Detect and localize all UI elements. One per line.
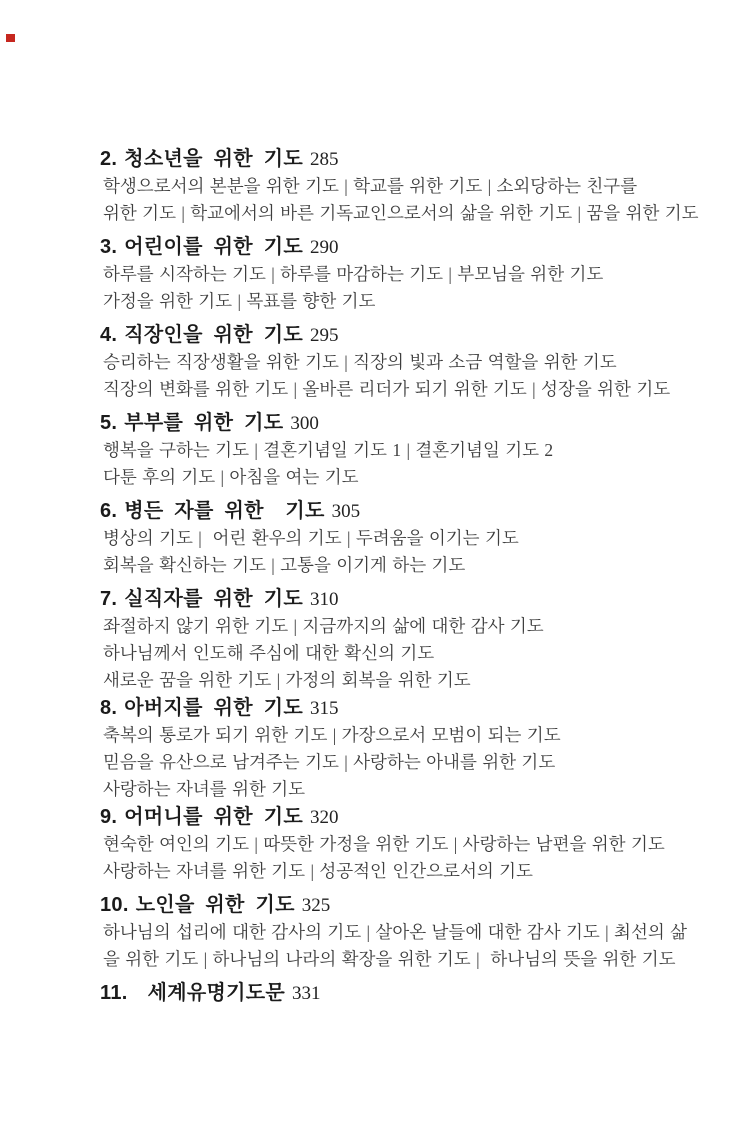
section-number: 11. xyxy=(100,982,128,1004)
section-page-number: 285 xyxy=(309,149,339,170)
section-number: 10. xyxy=(100,894,129,916)
section-title: 직장인을 위한 기도 xyxy=(124,324,303,346)
section-page-number: 300 xyxy=(290,413,319,434)
toc-line: 하나님께서 인도해 주심에 대한 확신의 기도 xyxy=(103,643,435,663)
toc-line: 행복을 구하는 기도 | 결혼기념일 기도 1 | 결혼기념일 기도 2 xyxy=(103,440,554,460)
section-heading xyxy=(100,980,704,1007)
toc-line: 하나님의 섭리에 대한 감사의 기도 | 살아온 날들에 대한 감사 기도 | 최선의 삶 xyxy=(103,922,688,942)
section-page-number: 310 xyxy=(309,589,339,610)
section-number: 4. xyxy=(100,324,118,346)
toc-line: 하루를 시작하는 기도 | 하루를 마감하는 기도 | 부모님을 위한 기도 xyxy=(103,264,604,284)
section-number: 7. xyxy=(100,588,118,610)
toc-line: 다툰 후의 기도 | 아침을 여는 기도 xyxy=(103,467,359,487)
section-page-number: 295 xyxy=(309,325,339,346)
toc-line: 현숙한 여인의 기도 | 따뜻한 가정을 위한 기도 | 사랑하는 남편을 위한 기도 xyxy=(103,834,665,854)
section-title: 아버지를 위한 기도 xyxy=(124,697,303,719)
toc-section-2 xyxy=(100,146,704,227)
red-mark xyxy=(6,34,15,42)
toc-section-11 xyxy=(100,980,704,1007)
section-number: 5. xyxy=(100,412,118,434)
section-heading xyxy=(100,892,704,919)
section-page-number: 320 xyxy=(309,807,339,828)
section-heading xyxy=(100,146,704,173)
toc-line: 회복을 확신하는 기도 | 고통을 이기게 하는 기도 xyxy=(103,555,466,575)
toc-line: 직장의 변화를 위한 기도 | 올바른 리더가 되기 위한 기도 | 성장을 위한 기도 xyxy=(103,379,671,399)
toc-line: 축복의 통로가 되기 위한 기도 | 가장으로서 모범이 되는 기도 xyxy=(103,725,561,745)
section-number: 6. xyxy=(100,500,118,522)
toc-line: 위한 기도 | 학교에서의 바른 기독교인으로서의 삶을 위한 기도 | 꿈을 위한 기도 xyxy=(103,203,699,223)
section-title: 병든 자를 위한 기도 xyxy=(124,500,325,522)
section-title: 청소년을 위한 기도 xyxy=(124,148,303,170)
section-number: 2. xyxy=(100,148,118,170)
toc-line: 승리하는 직장생활을 위한 기도 | 직장의 빛과 소금 역할을 위한 기도 xyxy=(103,352,617,372)
section-page-number: 325 xyxy=(301,895,331,916)
section-page-number: 315 xyxy=(309,698,339,719)
section-page-number: 331 xyxy=(291,983,321,1004)
toc-line: 사랑하는 자녀를 위한 기도 | 성공적인 인간으로서의 기도 xyxy=(103,861,533,881)
section-heading xyxy=(100,695,704,722)
section-title: 실직자를 위한 기도 xyxy=(124,588,303,610)
section-title: 어머니를 위한 기도 xyxy=(124,806,303,828)
toc-section-3 xyxy=(100,234,704,315)
section-heading xyxy=(100,410,704,437)
toc-line: 학생으로서의 본분을 위한 기도 | 학교를 위한 기도 | 소외당하는 친구를 xyxy=(103,176,638,196)
toc-section-7 xyxy=(100,586,704,694)
section-heading xyxy=(100,804,704,831)
section-number: 8. xyxy=(100,697,118,719)
section-title: 세계유명기도문 xyxy=(147,982,285,1004)
toc-section-6 xyxy=(100,498,704,579)
section-heading xyxy=(100,322,704,349)
toc-section-10 xyxy=(100,892,704,973)
section-page-number: 305 xyxy=(331,501,361,522)
toc-line: 좌절하지 않기 위한 기도 | 지금까지의 삶에 대한 감사 기도 xyxy=(103,616,544,636)
toc-line: 새로운 꿈을 위한 기도 | 가정의 회복을 위한 기도 xyxy=(103,670,471,690)
toc-line: 믿음을 유산으로 남겨주는 기도 | 사랑하는 아내를 위한 기도 xyxy=(103,752,556,772)
section-page-number: 290 xyxy=(309,237,339,258)
section-number: 9. xyxy=(100,806,118,828)
section-title: 어린이를 위한 기도 xyxy=(124,236,303,258)
toc-section-5 xyxy=(100,410,704,491)
toc-line: 을 위한 기도 | 하나님의 나라의 확장을 위한 기도 | 하나님의 뜻을 위한 기도 xyxy=(103,949,676,969)
section-heading xyxy=(100,234,704,261)
section-title: 노인을 위한 기도 xyxy=(135,894,295,916)
toc-section-4 xyxy=(100,322,704,403)
toc-line: 병상의 기도 | 어린 환우의 기도 | 두려움을 이기는 기도 xyxy=(103,528,519,548)
section-title: 부부를 위한 기도 xyxy=(124,412,284,434)
section-heading xyxy=(100,498,704,525)
toc-section-9 xyxy=(100,804,704,885)
toc-line: 가정을 위한 기도 | 목표를 향한 기도 xyxy=(103,291,376,311)
section-heading xyxy=(100,586,704,613)
toc-line: 사랑하는 자녀를 위한 기도 xyxy=(103,779,306,799)
toc-section-8 xyxy=(100,695,704,803)
section-number: 3. xyxy=(100,236,118,258)
